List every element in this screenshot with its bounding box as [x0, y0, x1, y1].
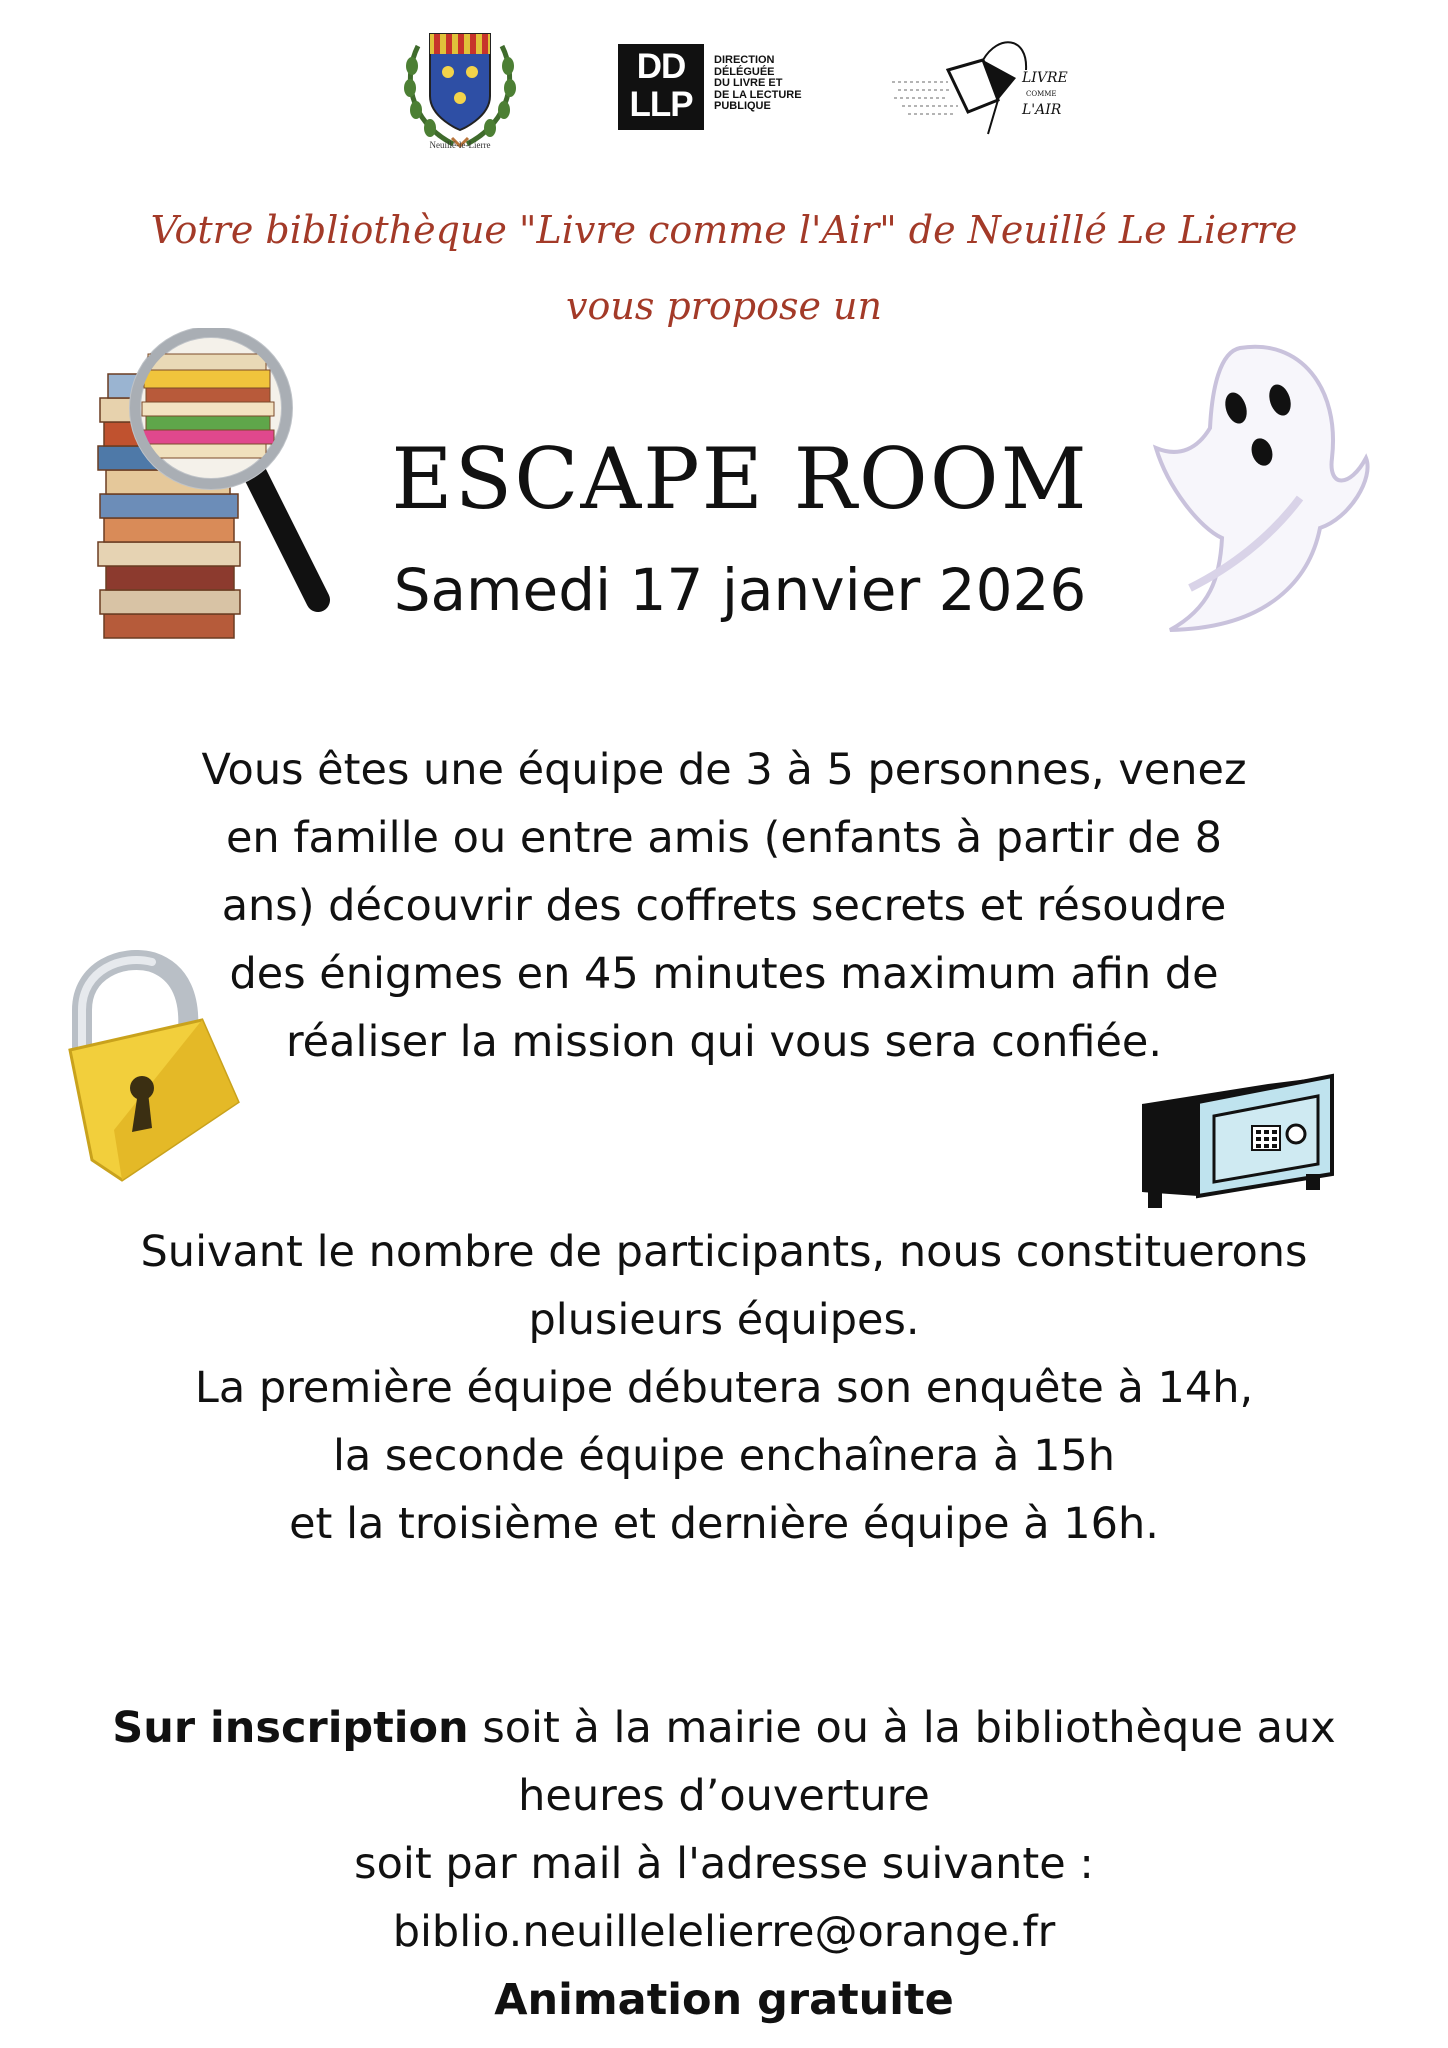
lca-line: LIVRE: [1022, 70, 1068, 86]
ddllp-line: DIRECTION: [714, 54, 775, 66]
ghost-illustration: [1150, 338, 1372, 636]
registration-line-1-rest: soit à la mairie ou à la bibliothèque aux: [468, 1703, 1336, 1753]
schedule-line: Suivant le nombre de participants, nous constituerons: [140, 1227, 1308, 1277]
schedule-line: et la troisième et dernière équipe à 16h.: [289, 1499, 1159, 1549]
padlock-illustration: [62, 950, 244, 1188]
safe-illustration: [1138, 1064, 1336, 1212]
description-paragraph: [90, 736, 1358, 1076]
ddllp-logo-text: [714, 55, 834, 113]
description-line: réaliser la mission qui vous sera confiée.: [285, 1017, 1163, 1067]
ddllp-line: DU LIVRE ET: [714, 77, 783, 89]
free-event-text: Animation gratuite: [494, 1975, 954, 2025]
registration-email: biblio.neuillelelierre@orange.fr: [392, 1907, 1056, 1957]
event-date: Samedi 17 janvier 2026: [393, 556, 1087, 624]
lca-line: L'AIR: [1022, 102, 1062, 118]
lca-line: COMME: [1026, 90, 1057, 98]
registration-bold-lead: Sur inscription: [112, 1703, 469, 1753]
description-line: des énigmes en 45 minutes maximum afin de: [229, 949, 1219, 999]
ddllp-line: DE LA LECTURE: [714, 88, 802, 101]
intro-line-2: vous propose un: [566, 284, 882, 328]
registration-line-3: soit par mail à l'adresse suivante :: [354, 1839, 1094, 1889]
event-title: ESCAPE ROOM: [391, 430, 1089, 528]
schedule-line: la seconde équipe enchaînera à 15h: [332, 1431, 1116, 1481]
ddllp-mark-text: DD LLP: [629, 47, 693, 124]
livre-comme-lair-logo: [888, 30, 1068, 140]
intro-line-1: Votre bibliothèque "Livre comme l'Air" de Neuillé Le Lierre: [150, 208, 1298, 252]
registration-line-2: heures d’ouverture: [518, 1771, 930, 1821]
ddllp-line: PUBLIQUE: [714, 100, 771, 112]
description-line: ans) découvrir des coffrets secrets et résoudre: [221, 881, 1227, 931]
books-magnifier-illustration: [96, 328, 340, 648]
ddllp-logo-mark: [618, 44, 704, 130]
description-line: Vous êtes une équipe de 3 à 5 personnes, venez: [201, 745, 1247, 795]
registration-line-1: [90, 1694, 1358, 1762]
municipal-crest-logo: [398, 26, 522, 158]
description-line: en famille ou entre amis (enfants à partir de 8: [225, 813, 1223, 863]
schedule-line: plusieurs équipes.: [528, 1295, 920, 1345]
free-event-label: [90, 1966, 1358, 2034]
ddllp-line: DÉLÉGUÉE: [714, 65, 775, 78]
schedule-paragraph: [90, 1218, 1358, 1558]
schedule-line: La première équipe débutera son enquête à 14h,: [194, 1363, 1254, 1413]
registration-paragraph: [90, 1694, 1358, 2034]
crest-caption: Neuillé-le-Lierre: [429, 140, 491, 150]
